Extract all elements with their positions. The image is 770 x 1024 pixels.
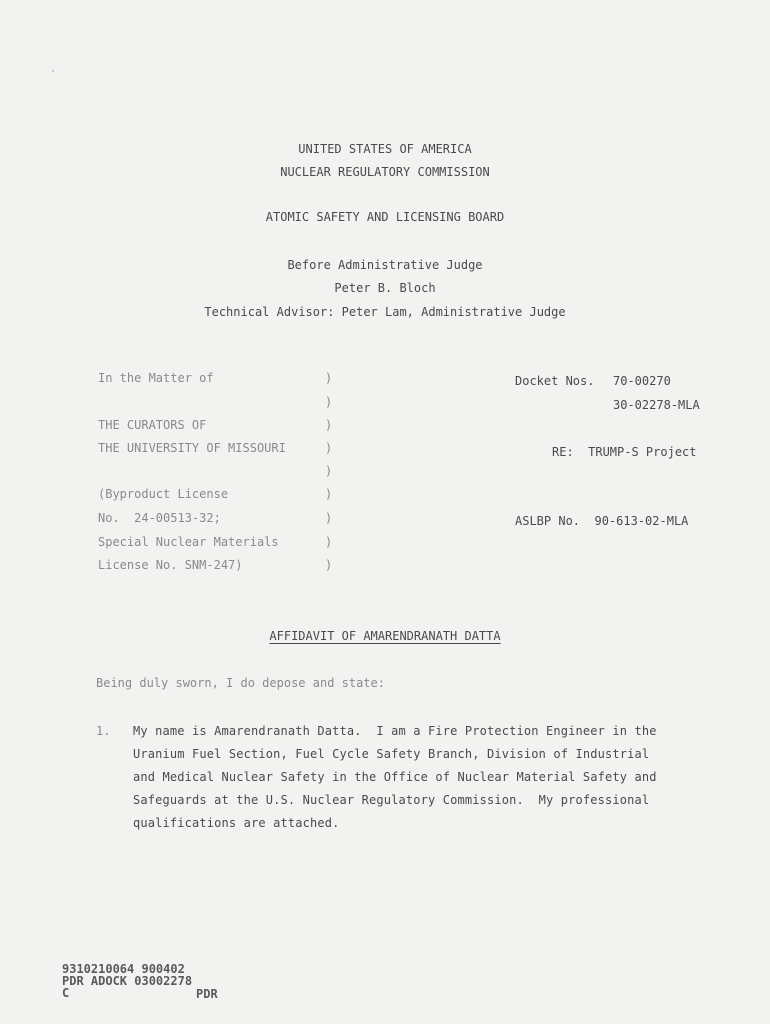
stamp-pdr: PDR [196, 987, 218, 1001]
stamp-line-1: 9310210064 900402 [62, 962, 185, 976]
caption-paren: ) [325, 395, 333, 409]
affidavit-title-text: AFFIDAVIT OF AMARENDRANATH DATTA [269, 629, 501, 643]
affidavit-intro: Being duly sworn, I do depose and state: [96, 676, 385, 690]
header-advisor: Technical Advisor: Peter Lam, Administrative Judge [204, 305, 566, 319]
stamp-line-2: PDR ADOCK 03002278 [62, 974, 193, 988]
item-line: Safeguards at the U.S. Nuclear Regulatory Commission. My professional [133, 793, 650, 807]
header-before: Before Administrative Judge [287, 258, 483, 272]
header-board: ATOMIC SAFETY AND LICENSING BOARD [265, 210, 505, 224]
header-country: UNITED STATES OF AMERICA [298, 142, 472, 156]
caption-paren: ) [325, 441, 333, 455]
docket-number-2: 30-02278-MLA [613, 398, 700, 412]
header-commission: NUCLEAR REGULATORY COMMISSION [280, 165, 490, 179]
item-line: My name is Amarendranath Datta. I am a Fire Protection Engineer in the [133, 724, 657, 738]
aslbp-number: ASLBP No. 90-613-02-MLA [515, 514, 689, 528]
caption-matter: In the Matter of [98, 371, 214, 385]
caption-paren: ) [325, 535, 333, 549]
docket-number-1: 70-00270 [613, 374, 671, 388]
caption-license-snm: License No. SNM-247) [98, 558, 243, 572]
item-line: qualifications are attached. [133, 816, 340, 830]
stamp-line-3: C [62, 986, 70, 1000]
item-line: and Medical Nuclear Safety in the Office of Nuclear Material Safety and [133, 770, 657, 784]
scan-speck [52, 70, 54, 72]
caption-license-open: (Byproduct License [98, 487, 229, 501]
caption-paren: ) [325, 371, 333, 385]
item-line: Uranium Fuel Section, Fuel Cycle Safety Branch, Division of Industrial [133, 747, 650, 761]
caption-paren: ) [325, 558, 333, 572]
caption-license-no: No. 24-00513-32; [98, 511, 221, 525]
caption-paren: ) [325, 418, 333, 432]
caption-special-nuclear: Special Nuclear Materials [98, 535, 279, 549]
caption-paren: ) [325, 511, 333, 525]
caption-paren: ) [325, 464, 333, 478]
affidavit-title [0, 629, 770, 643]
re-project: RE: TRUMP-S Project [552, 445, 697, 459]
header-judge: Peter B. Bloch [334, 281, 436, 295]
docket-label: Docket Nos. [515, 374, 595, 388]
caption-paren: ) [325, 487, 333, 501]
caption-curators: THE CURATORS OF [98, 418, 207, 432]
caption-university: THE UNIVERSITY OF MISSOURI [98, 441, 286, 455]
item-number: 1. [96, 724, 111, 738]
